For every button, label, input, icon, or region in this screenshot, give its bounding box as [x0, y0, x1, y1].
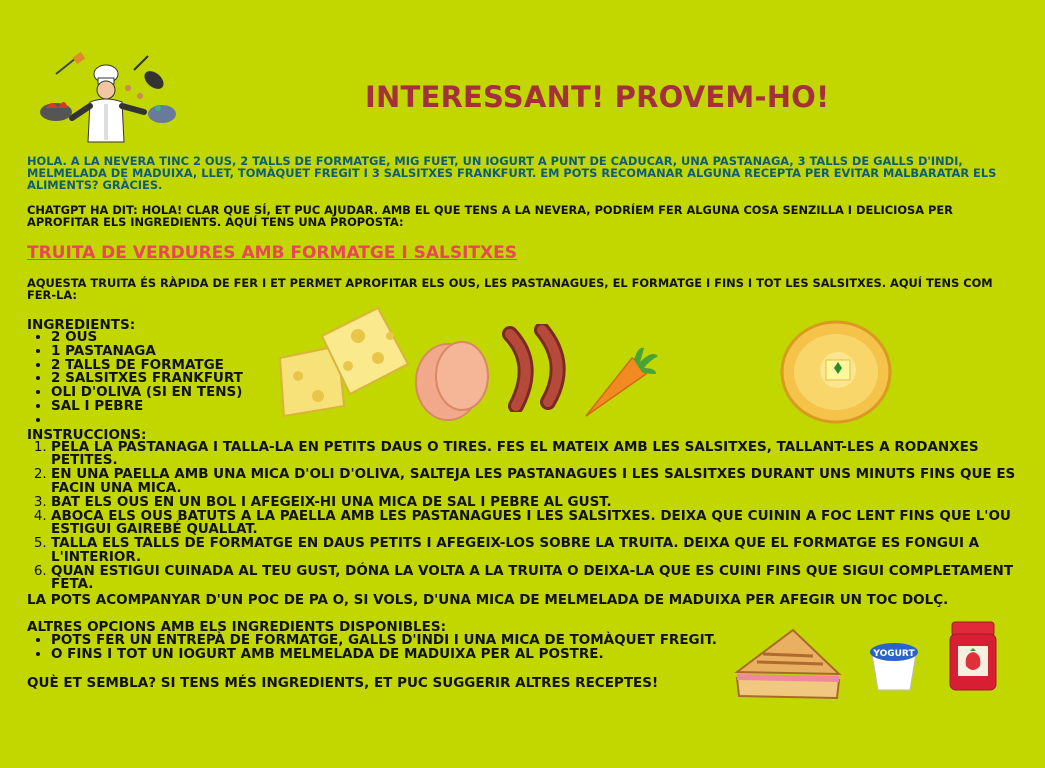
- list-item: • O FINS I TOT UN IOGURT AMB MELMELADA DE MADUIXA PER AL POSTRE.: [51, 647, 717, 661]
- alternatives-list: [27, 633, 717, 661]
- list-item: [51, 414, 243, 428]
- sausages-icon: [498, 324, 574, 412]
- list-item: 2. EN UNA PAELLA AMB UNA MICA D'OLI D'OLIVA, SALTEJA LES PASTANAGUES I LES SALSITXES DURANT UNS MINUTS FINS QUE ES FACIN UNA MICA.: [51, 468, 1036, 495]
- list-item: • 2 OUS: [51, 331, 243, 345]
- recipe-intro: AQUESTA TRUITA ÉS RÀPIDA DE FER I ET PERMET APROFITAR ELS OUS, LES PASTANAGUES, EL FORMATGE I FINS I TOT LES SALSITXES. AQUÍ TENS COM FER-LA:: [27, 276, 993, 302]
- omelette-icon: [778, 318, 894, 426]
- closing-text: QUÈ ET SEMBLA? SI TENS MÉS INGREDIENTS, ET PUC SUGGERIR ALTRES RECEPTES!: [27, 675, 659, 691]
- list-item: 1. PELA LA PASTANAGA I TALLA-LA EN PETITS DAUS O TIRES. FES EL MATEIX AMB LES SALSITXES, TALLANT-LES A RODANXES PETITES.: [51, 441, 1036, 468]
- ingredients-list: [27, 331, 243, 428]
- chef-icon: [36, 50, 178, 146]
- list-item: • POTS FER UN ENTREPÀ DE FORMATGE, GALLS D'INDI I UNA MICA DE TOMÀQUET FREGIT.: [51, 633, 717, 647]
- jam-jar-icon: [946, 620, 1000, 692]
- ingredients-heading: INGREDIENTS:: [27, 317, 136, 333]
- carrot-icon: [582, 344, 662, 420]
- alternatives-heading: ALTRES OPCIONS AMB ELS INGREDIENTS DISPONIBLES:: [27, 619, 446, 635]
- yogurt-label: YOGURT: [873, 649, 915, 659]
- egg-icon: [412, 330, 492, 422]
- list-item: • 2 TALLS DE FORMATGE: [51, 359, 243, 373]
- list-item: 6. QUAN ESTIGUI CUINADA AL TEU GUST, DÓNA LA VOLTA A LA TRUITA O DEIXA-LA QUE ES CUINI FINS QUE SIGUI COMPLETAMENT FETA.: [51, 565, 1036, 592]
- instructions-list: [27, 441, 1036, 592]
- instructions-heading: INSTRUCCIONS:: [27, 427, 147, 443]
- list-item: 5. TALLA ELS TALLS DE FORMATGE EN DAUS PETITS I AFEGEIX-LOS SOBRE LA TRUITA. DEIXA QUE EL FORMATGE ES FONGUI A L'INTERIOR.: [51, 537, 1036, 564]
- cheese-icon: [278, 306, 412, 418]
- list-item: • 2 SALSITXES FRANKFURT: [51, 372, 243, 386]
- list-item: • 1 PASTANAGA: [51, 345, 243, 359]
- list-item: • OLI D'OLIVA (SI EN TENS): [51, 386, 243, 400]
- sandwich-icon: [733, 628, 843, 702]
- page-title: INTERESSANT! PROVEM-HO!: [365, 80, 830, 114]
- chatgpt-answer: CHATGPT HA DIT: HOLA! CLAR QUE SÍ, ET PUC AJUDAR. AMB EL QUE TENS A LA NEVERA, PODRÍEM FER ALGUNA COSA SENZILLA I DELICIOSA PER APROFITAR ELS INGREDIENTS. AQUÍ TENS UNA PROPOSTA:: [27, 203, 953, 229]
- list-item: 4. ABOCA ELS OUS BATUTS A LA PAELLA AMB LES PASTANAGUES I LES SALSITXES. DEIXA QUE CUININ A FOC LENT FINS QUE L'OU ESTIGUI GAIREBÉ QUALLAT.: [51, 510, 1036, 537]
- list-item: 3. BAT ELS OUS EN UN BOL I AFEGEIX-HI UNA MICA DE SAL I PEBRE AL GUST.: [51, 496, 1036, 509]
- yogurt-icon: [868, 638, 920, 692]
- user-question: HOLA. A LA NEVERA TINC 2 OUS, 2 TALLS DE FORMATGE, MIG FUET, UN IOGURT A PUNT DE CADUCAR, UNA PASTANAGA, 3 TALLS DE GALLS D'INDI, MELMELADA DE MADUIXA, LLET, TOMÀQUET FREGIT I 3 SALSITXES FRANKFURT. EM POTS RECOMANAR ALGUNA RECEPTA PER EVITAR MALBARATAR ELS ALIMENTS? GRÀCIES.: [27, 154, 997, 192]
- recipe-title: TRUITA DE VERDURES AMB FORMATGE I SALSITXES: [27, 243, 517, 263]
- serving-suggestion: LA POTS ACOMPANYAR D'UN POC DE PA O, SI VOLS, D'UNA MICA DE MELMELADA DE MADUIXA PER AFEGIR UN TOC DOLÇ.: [27, 592, 949, 608]
- list-item: • SAL I PEBRE: [51, 400, 243, 414]
